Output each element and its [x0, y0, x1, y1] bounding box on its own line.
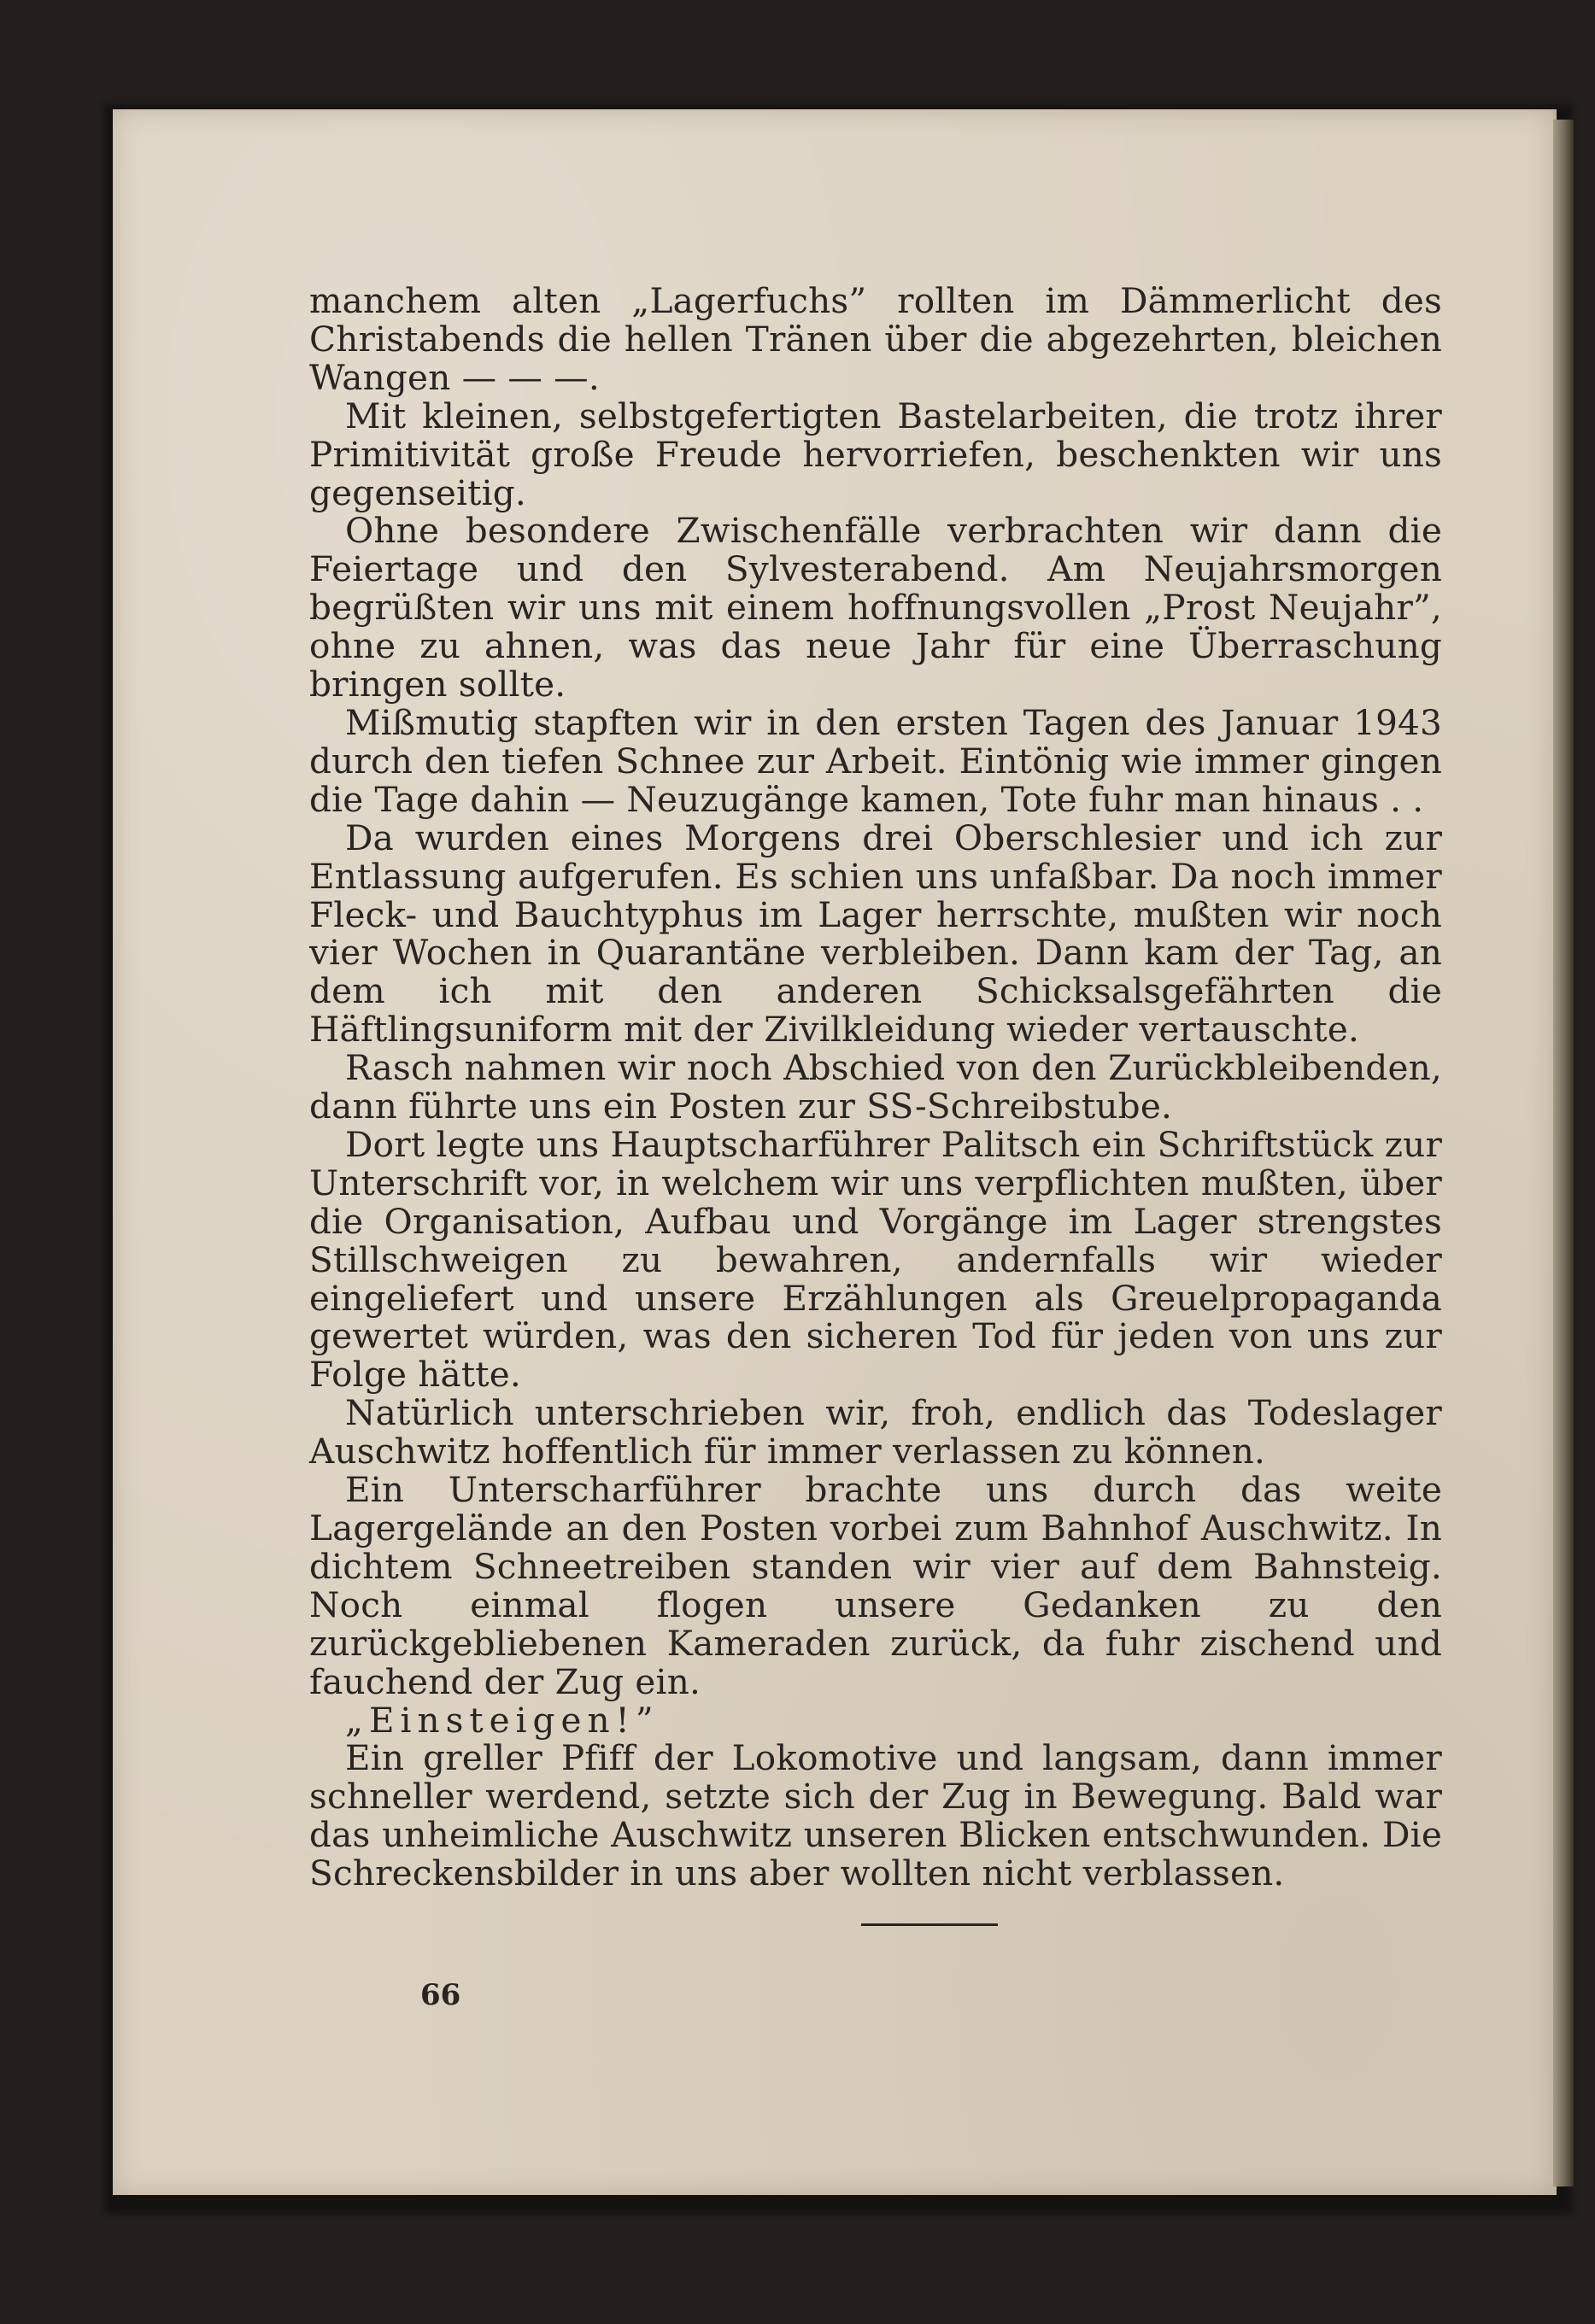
paragraph: Natürlich unterschrieben wir, froh, endlich das Todeslager Auschwitz hoffentlich für immer verlassen zu können. — [309, 1392, 1442, 1472]
paragraph: Ein greller Pfiff der Lokomotive und langsam, dann immer schneller werdend, setzte sich der Zug in Bewegung. Bald war das unheimliche Auschwitz unseren Blicken entschwunden. Die Schreckensbilder in uns aber wollten nicht verblassen. — [309, 1737, 1442, 1894]
book-page-edge — [1553, 120, 1574, 2186]
page-number: 66 — [420, 1978, 461, 2012]
paragraph: Mit kleinen, selbstgefertigten Bastelarbeiten, die trotz ihrer Primitivität große Freude hervorriefen, beschenkten wir uns gegenseitig. — [309, 395, 1442, 513]
paragraph: Ohne besondere Zwischenfälle verbrachten wir dann die Feiertage und den Sylvesterabend. Am Neujahrsmorgen begrüßten wir uns mit einem hoffnungsvollen „Prost Neujahr”, ohne zu ahnen, was das neue Jahr für eine Überraschung bringen sollte. — [309, 510, 1442, 705]
paragraph: „Einsteigen!” — [345, 1699, 660, 1741]
paragraph: Da wurden eines Morgens drei Oberschlesier und ich zur Entlassung aufgerufen. Es schien uns unfaßbar. Da noch immer Fleck- und Bauchtyphus im Lager herrschte, mußten wir noch vier Wochen in Quarantäne verbleiben. Dann kam der Tag, an dem ich mit den anderen Schicksalsgefährten die Häftlingsuniform mit der Zivilkleidung wieder vertauschte. — [309, 817, 1442, 1051]
body-text — [309, 282, 1442, 1893]
paragraph: Mißmutig stapften wir in den ersten Tagen des Januar 1943 durch den tiefen Schnee zur Arbeit. Eintönig wie immer gingen die Tage dahin — Neuzugänge kamen, Tote fuhr man hinaus . . — [309, 701, 1442, 820]
paragraph: Dort legte uns Hauptscharführer Palitsch ein Schriftstück zur Unterschrift vor, in welchem wir uns verpflichten mußten, über die Organisation, Aufbau und Vorgänge im Lager strengstes Stillschweigen zu bewahren, andernfalls wir wieder eingeliefert und unsere Erzählungen als Greuelpropaganda gewertet würden, was den sicheren Tod für jeden von uns zur Folge hätte. — [309, 1123, 1442, 1396]
paragraph: manchem alten „Lagerfuchs” rollten im Dämmerlicht des Christabends die hellen Tränen über die abgezehrten, bleichen Wangen — — —. — [309, 280, 1442, 398]
paragraph: Rasch nahmen wir noch Abschied von den Zurückbleibenden, dann führte uns ein Posten zur SS-Schreibstube. — [309, 1047, 1442, 1127]
section-separator — [861, 1923, 998, 1926]
paragraph: Ein Unterscharführer brachte uns durch das weite Lagergelände an den Posten vorbei zum Bahnhof Auschwitz. In dichtem Schneetreiben standen wir vier auf dem Bahnsteig. Noch einmal flogen unsere Gedanken zu den zurückgebliebenen Kameraden zurück, da fuhr zischend und fauchend der Zug ein. — [309, 1469, 1442, 1702]
